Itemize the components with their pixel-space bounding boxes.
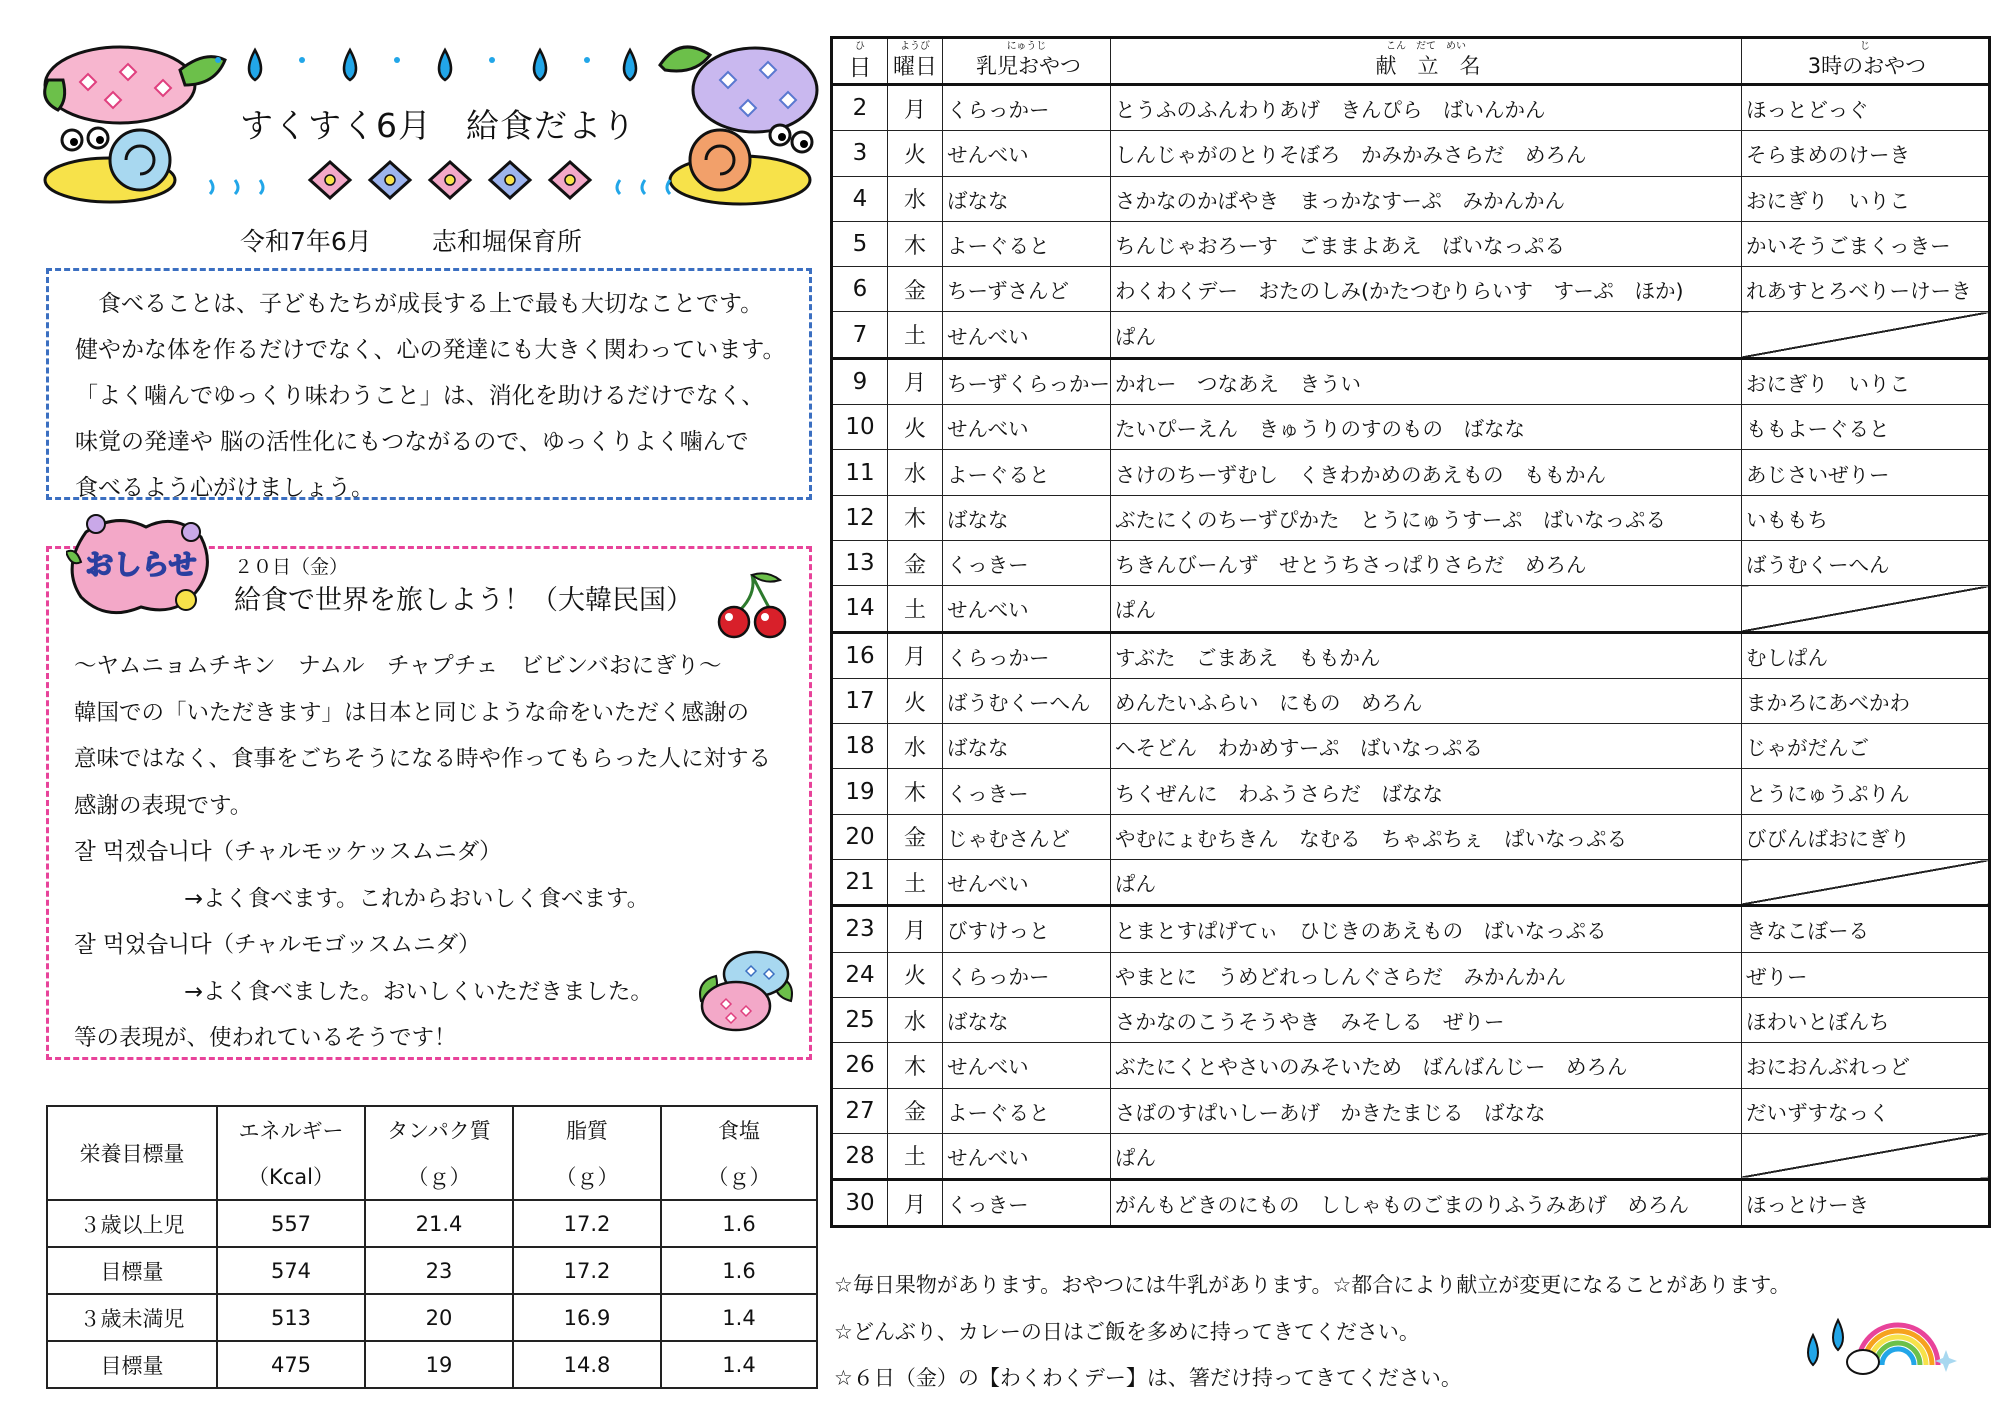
header-subtitle (240, 222, 642, 258)
afternoon-snack-cell: れあすとろべりーけーき (1741, 267, 1989, 312)
infant-snack-cell: せんべい (943, 1133, 1111, 1179)
weekday-cell: 金 (888, 267, 943, 312)
menu-cell: やまとに うめどれっしんぐさらだ みかんかん (1110, 952, 1741, 997)
table-row (832, 176, 1990, 221)
day-cell: 23 (832, 906, 888, 952)
notice-line: 韓国での「いただきます」は日本と同じような命をいただく感謝の (74, 699, 750, 726)
menu-cell: ぱん (1110, 1133, 1741, 1179)
menu-cell: さけのちーずむし くきわかめのあえもの ももかん (1110, 450, 1741, 495)
menu-cell: わくわくデー おたのしみ(かたつむりらいす すーぷ ほか) (1110, 267, 1741, 312)
weekday-cell: 月 (888, 358, 943, 404)
infant-snack-cell: ばうむくーへん (943, 678, 1111, 723)
afternoon-snack-cell: とうにゅうぷりん (1741, 769, 1989, 814)
infant-snack-cell: くらっかー (943, 85, 1111, 131)
notice-line: 感謝の表現です。 (74, 792, 253, 819)
weekday-cell: 金 (888, 1088, 943, 1133)
row-label: 目標量 (47, 1341, 217, 1388)
day-cell: 10 (832, 405, 888, 450)
column-unit: （ｇ） (513, 1153, 661, 1200)
afternoon-snack-cell (1741, 1133, 1989, 1179)
afternoon-snack-cell: ぜりー (1741, 952, 1989, 997)
day-cell: 25 (832, 997, 888, 1042)
infant-snack-cell: ちーずさんど (943, 267, 1111, 312)
header-milk-label: 乳児おやつ (975, 54, 1081, 78)
infant-snack-cell: ばなな (943, 495, 1111, 540)
infant-snack-cell: じゃむさんど (943, 814, 1111, 859)
afternoon-snack-cell: ほっとどっぐ (1741, 85, 1989, 131)
infant-snack-cell: せんべい (943, 312, 1111, 358)
weekday-cell: 土 (888, 312, 943, 358)
notice-body (74, 643, 804, 1062)
menu-cell: がんもどきのにもの ししゃものごまのりふうみあげ めろん (1110, 1180, 1741, 1227)
table-cell: 20 (365, 1294, 513, 1341)
menu-cell: ぶたにくとやさいのみそいため ばんばんじー めろん (1110, 1043, 1741, 1088)
weekday-cell: 木 (888, 1043, 943, 1088)
column-header: 食塩 (661, 1106, 817, 1153)
intro-line: 食べることは、子どもたちが成長する上で最も大切なことです。 (75, 291, 764, 317)
day-cell: 20 (832, 814, 888, 859)
row-label: ３歳以上児 (47, 1200, 217, 1247)
note-line: ☆６日（金）の【わくわくデー】は、箸だけ持ってきてください。 (834, 1366, 1462, 1390)
header-day-ruby: ひ (855, 41, 865, 52)
table-cell: 1.6 (661, 1247, 817, 1294)
oshirase-badge-text: おしらせ (85, 548, 197, 581)
table-cell: 1.4 (661, 1294, 817, 1341)
header-snack-label: 3時のおやつ (1807, 54, 1927, 78)
header-dow (888, 38, 943, 85)
note-line: ☆毎日果物があります。おやつには牛乳があります。☆都合により献立が変更になることがあります。 (834, 1273, 1791, 1297)
menu-cell: ちんじゃおろーす ごままよあえ ばいなっぷる (1110, 221, 1741, 266)
menu-cell: ぱん (1110, 860, 1741, 906)
header-day (832, 38, 888, 85)
infant-snack-cell: ばなな (943, 176, 1111, 221)
day-cell: 2 (832, 85, 888, 131)
menu-cell: すぶた ごまあえ ももかん (1110, 632, 1741, 678)
table-row (832, 860, 1990, 906)
menu-cell: かれー つなあえ きうい (1110, 358, 1741, 404)
infant-snack-cell: よーぐると (943, 450, 1111, 495)
table-row (832, 1088, 1990, 1133)
footer-notes (834, 1262, 1791, 1402)
snail-icon (45, 128, 175, 202)
afternoon-snack-cell: おにぎり いりこ (1741, 176, 1989, 221)
infant-snack-cell: くっきー (943, 540, 1111, 585)
infant-snack-cell: くらっかー (943, 952, 1111, 997)
afternoon-snack-cell (1741, 586, 1989, 632)
table-row (832, 85, 1990, 131)
hydrangea-icon (45, 47, 225, 123)
table-row (832, 586, 1990, 632)
afternoon-snack-cell: そらまめのけーき (1741, 131, 1989, 176)
menu-cell: めんたいふらい にもの めろん (1110, 678, 1741, 723)
header-dow-ruby: ようび (900, 41, 930, 52)
column-header: エネルギー (217, 1106, 365, 1153)
intro-line: 健やかな体を作るだけでなく、心の発達にも大きく関わっています。 (75, 337, 786, 363)
raindrop-icon (249, 50, 636, 80)
table-row (832, 1180, 1990, 1227)
day-cell: 12 (832, 495, 888, 540)
weekday-cell: 木 (888, 769, 943, 814)
menu-cell: やむにょむちきん なむる ちゃぷちぇ ぱいなっぷる (1110, 814, 1741, 859)
column-header: 脂質 (513, 1106, 661, 1153)
table-cell: 475 (217, 1341, 365, 1388)
table-row (832, 678, 1990, 723)
weekday-cell: 月 (888, 632, 943, 678)
weekday-cell: 火 (888, 131, 943, 176)
table-cell: 513 (217, 1294, 365, 1341)
table-row (832, 312, 1990, 358)
nutrition-row-label: 栄養目標量 (47, 1106, 217, 1200)
day-cell: 5 (832, 221, 888, 266)
infant-snack-cell: くらっかー (943, 632, 1111, 678)
menu-cell: さかなのかばやき まっかなすーぷ みかんかん (1110, 176, 1741, 221)
snail-icon (670, 125, 812, 204)
table-header-row (832, 38, 1990, 85)
column-unit: （ｇ） (661, 1153, 817, 1200)
table-row (832, 540, 1990, 585)
infant-snack-cell: くっきー (943, 769, 1111, 814)
issue-date: 令和7年6月 (240, 227, 372, 256)
header-menu-ruby: こん だて めい (1385, 41, 1466, 52)
afternoon-snack-cell: おにぎり いりこ (1741, 358, 1989, 404)
afternoon-snack-cell: まかろにあべかわ (1741, 678, 1989, 723)
hydrangea-icon (660, 47, 817, 132)
menu-cell: ぱん (1110, 312, 1741, 358)
infant-snack-cell: せんべい (943, 131, 1111, 176)
notice-heading: 給食で世界を旅しよう！（大韓民国） (234, 585, 693, 616)
table-row (832, 267, 1990, 312)
header-menu (1110, 38, 1741, 85)
day-cell: 21 (832, 860, 888, 906)
row-label: ３歳未満児 (47, 1294, 217, 1341)
menu-cell: とまとすぱげてぃ ひじきのあえもの ばいなっぷる (1110, 906, 1741, 952)
table-row (832, 997, 1990, 1042)
table-cell: 16.9 (513, 1294, 661, 1341)
day-cell: 9 (832, 358, 888, 404)
afternoon-snack-cell: かいそうごまくっきー (1741, 221, 1989, 266)
table-cell: 1.6 (661, 1200, 817, 1247)
afternoon-snack-cell: びびんばおにぎり (1741, 814, 1989, 859)
menu-cell: ちくぜんに わふうさらだ ばなな (1110, 769, 1741, 814)
table-row (47, 1294, 817, 1341)
infant-snack-cell: よーぐると (943, 1088, 1111, 1133)
infant-snack-cell: びすけっと (943, 906, 1111, 952)
table-row (47, 1247, 817, 1294)
day-cell: 3 (832, 131, 888, 176)
column-unit: （ｇ） (365, 1153, 513, 1200)
menu-cell: ちきんびーんず せとうちさっぱりさらだ めろん (1110, 540, 1741, 585)
infant-snack-cell: せんべい (943, 1043, 1111, 1088)
weekday-cell: 月 (888, 906, 943, 952)
afternoon-snack-cell: ほわいとぼんち (1741, 997, 1989, 1042)
table-row (47, 1341, 817, 1388)
table-cell: 21.4 (365, 1200, 513, 1247)
day-cell: 28 (832, 1133, 888, 1179)
weekday-cell: 木 (888, 221, 943, 266)
day-cell: 27 (832, 1088, 888, 1133)
weekday-cell: 土 (888, 1133, 943, 1179)
table-row (832, 358, 1990, 404)
notice-line: 잘 먹겠습니다（チャルモッケッスムニダ） (74, 839, 502, 865)
notice-date: ２０日（金） (234, 556, 349, 578)
day-cell: 26 (832, 1043, 888, 1088)
infant-snack-cell: ばなな (943, 997, 1111, 1042)
table-header-row (47, 1106, 817, 1153)
weekday-cell: 月 (888, 1180, 943, 1227)
afternoon-snack-cell (1741, 312, 1989, 358)
table-row (832, 1133, 1990, 1179)
weekday-cell: 土 (888, 860, 943, 906)
afternoon-snack-cell: むしぱん (1741, 632, 1989, 678)
day-cell: 18 (832, 724, 888, 769)
menu-cell: とうふのふんわりあげ きんぴら ばいんかん (1110, 85, 1741, 131)
table-cell: 557 (217, 1200, 365, 1247)
day-cell: 13 (832, 540, 888, 585)
day-cell: 16 (832, 632, 888, 678)
day-cell: 11 (832, 450, 888, 495)
afternoon-snack-cell: ももよーぐると (1741, 405, 1989, 450)
table-row (832, 814, 1990, 859)
table-row (832, 632, 1990, 678)
table-cell: 574 (217, 1247, 365, 1294)
header-snack (1741, 38, 1989, 85)
day-cell: 4 (832, 176, 888, 221)
column-unit: （Kcal） (217, 1153, 365, 1200)
note-line: ☆どんぶり、カレーの日はご飯を多めに持ってきてください。 (834, 1319, 1420, 1344)
afternoon-snack-cell: ばうむくーへん (1741, 540, 1989, 585)
table-row (832, 724, 1990, 769)
menu-cell: しんじゃがのとりそぼろ かみかみさらだ めろん (1110, 131, 1741, 176)
table-cell: 19 (365, 1341, 513, 1388)
table-cell: 17.2 (513, 1200, 661, 1247)
afternoon-snack-cell: ほっとけーき (1741, 1180, 1989, 1227)
menu-cell: ぶたにくのちーずぴかた とうにゅうすーぷ ばいなっぷる (1110, 495, 1741, 540)
afternoon-snack-cell: だいずすなっく (1741, 1088, 1989, 1133)
weekday-cell: 火 (888, 678, 943, 723)
weekday-cell: 水 (888, 997, 943, 1042)
afternoon-snack-cell: おにおんぶれっど (1741, 1043, 1989, 1088)
day-cell: 7 (832, 312, 888, 358)
table-row (832, 450, 1990, 495)
day-cell: 6 (832, 267, 888, 312)
table-row (832, 1043, 1990, 1088)
weekday-cell: 金 (888, 540, 943, 585)
header-menu-label: 献 立 名 (1375, 54, 1481, 78)
menu-cell: さかなのこうそうやき みそしる ぜりー (1110, 997, 1741, 1042)
afternoon-snack-cell: いももち (1741, 495, 1989, 540)
notice-line: 잘 먹었습니다（チャルモゴッスムニダ） (74, 932, 481, 958)
header-milk-ruby: にゅうじ (1006, 41, 1047, 52)
weekday-cell: 水 (888, 724, 943, 769)
infant-snack-cell: ばなな (943, 724, 1111, 769)
table-cell: 1.4 (661, 1341, 817, 1388)
intro-box (46, 268, 812, 500)
table-cell: 23 (365, 1247, 513, 1294)
rainbow-icon (1798, 1300, 1958, 1380)
row-label: 目標量 (47, 1247, 217, 1294)
infant-snack-cell: くっきー (943, 1180, 1111, 1227)
notice-line: 等の表現が、使われているそうです！ (74, 1025, 457, 1051)
day-cell: 24 (832, 952, 888, 997)
notice-line: ～ヤムニョムチキン ナムル チャプチェ ビビンバおにぎり～ (74, 653, 722, 679)
infant-snack-cell: せんべい (943, 860, 1111, 906)
header-snack-ruby: じ (1859, 41, 1870, 52)
menu-cell: へそどん わかめすーぷ ばいなっぷる (1110, 724, 1741, 769)
header-milk-snack (943, 38, 1111, 85)
weekday-cell: 水 (888, 450, 943, 495)
table-row (832, 769, 1990, 814)
infant-snack-cell: せんべい (943, 586, 1111, 632)
weekday-cell: 水 (888, 176, 943, 221)
day-cell: 17 (832, 678, 888, 723)
hydrangea-icon (696, 946, 796, 1036)
weekday-cell: 金 (888, 814, 943, 859)
table-row (832, 495, 1990, 540)
day-cell: 30 (832, 1180, 888, 1227)
infant-snack-cell: せんべい (943, 405, 1111, 450)
column-header: タンパク質 (365, 1106, 513, 1153)
weekday-cell: 土 (888, 586, 943, 632)
weekday-cell: 火 (888, 405, 943, 450)
day-cell: 14 (832, 586, 888, 632)
intro-line: 食べるよう心がけましょう。 (75, 475, 374, 501)
page-title: すくすく6月 給食だより (240, 106, 636, 145)
cherry-icon (712, 570, 792, 640)
menu-cell: ぱん (1110, 586, 1741, 632)
notice-line: →よく食べました。おいしくいただきました。 (184, 978, 653, 1005)
table-row (832, 221, 1990, 266)
weekday-cell: 月 (888, 85, 943, 131)
menu-table (830, 36, 1991, 1228)
table-row (832, 405, 1990, 450)
notice-line: 意味ではなく、食事をごちそうになる時や作ってもらった人に対する (74, 746, 772, 772)
notice-line: →よく食べます。これからおいしく食べます。 (184, 885, 650, 912)
afternoon-snack-cell: あじさいぜりー (1741, 450, 1989, 495)
header-dow-label: 曜日 (892, 54, 937, 80)
table-row (832, 906, 1990, 952)
intro-line: 「よく噛んでゆっくり味わうこと」は、消化を助けるだけでなく、 (75, 383, 765, 409)
oshirase-badge (66, 512, 216, 617)
intro-line: 味覚の発達や 脳の活性化にもつながるので、ゆっくりよく噛んで (75, 429, 749, 455)
menu-cell: たいぴーえん きゅうりのすのもの ばなな (1110, 405, 1741, 450)
infant-snack-cell: よーぐると (943, 221, 1111, 266)
day-cell: 19 (832, 769, 888, 814)
table-row (832, 131, 1990, 176)
weekday-cell: 木 (888, 495, 943, 540)
table-row (832, 952, 1990, 997)
nutrition-table (46, 1105, 818, 1389)
weekday-cell: 火 (888, 952, 943, 997)
organization-name: 志和堀保育所 (431, 227, 582, 256)
afternoon-snack-cell: じゃがだんご (1741, 724, 1989, 769)
afternoon-snack-cell: きなこぼーる (1741, 906, 1989, 952)
table-row (47, 1200, 817, 1247)
table-cell: 14.8 (513, 1341, 661, 1388)
infant-snack-cell: ちーずくらっかー (943, 358, 1111, 404)
menu-cell: さばのすぱいしーあげ かきたまじる ばなな (1110, 1088, 1741, 1133)
table-cell: 17.2 (513, 1247, 661, 1294)
header-day-label: 日 (848, 54, 872, 81)
afternoon-snack-cell (1741, 860, 1989, 906)
